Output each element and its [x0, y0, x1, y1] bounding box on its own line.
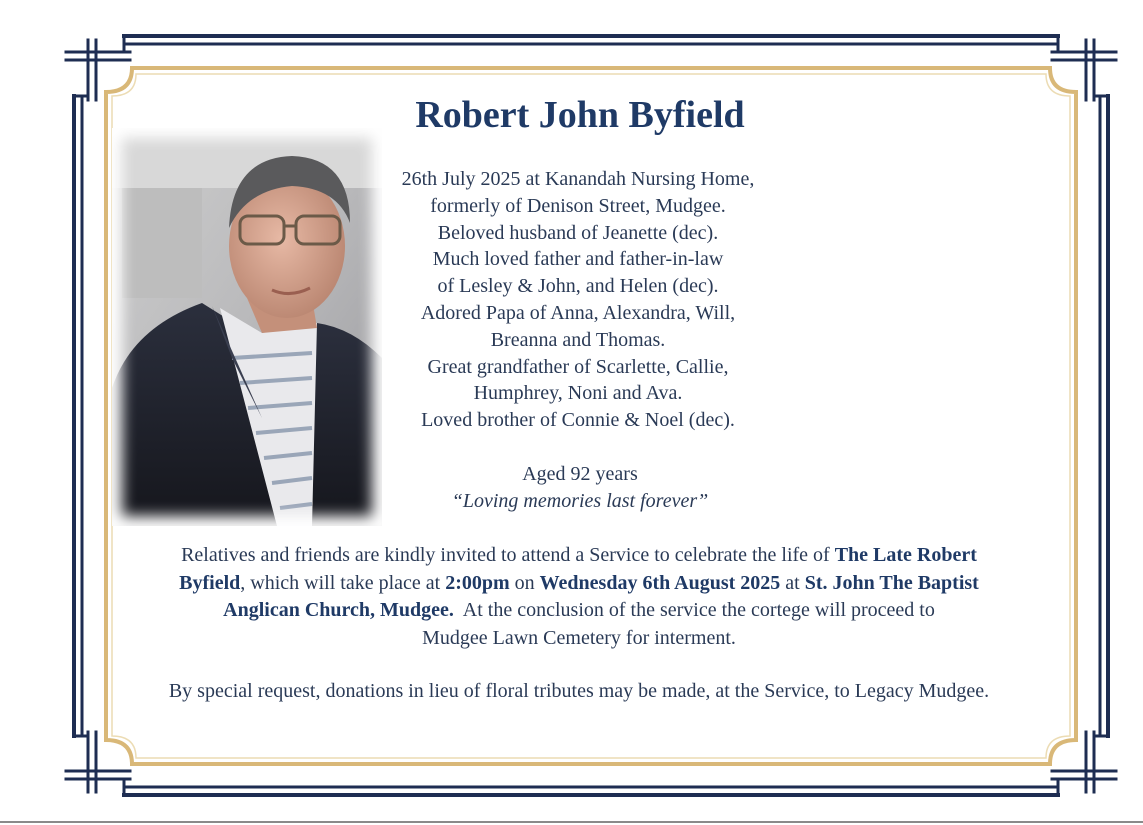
service-line-2 [104, 570, 1054, 598]
service-line-4: Mudgee Lawn Cemetery for interment. [422, 626, 736, 649]
service-name-bold: Byfield [179, 571, 241, 594]
age-text: Aged 92 years [522, 463, 638, 485]
service-text: on [509, 571, 540, 594]
detail-line: of Lesley & John, and Helen (dec). [437, 275, 719, 298]
detail-line: Beloved husband of Jeanette (dec). [437, 221, 719, 244]
memorial-quote: “Loving memories last forever” [451, 490, 709, 512]
service-text: At the conclusion of the service the cortege will proceed to [453, 599, 935, 621]
service-details [104, 542, 1054, 652]
detail-line: Breanna and Thomas. [490, 328, 666, 351]
portrait-photo [112, 128, 382, 526]
detail-line: 26th July 2025 at Kanandah Nursing Home, [401, 168, 755, 190]
detail-line: Much loved father and father-in-law [432, 248, 724, 271]
detail-line: Loved brother of Connie & Noel (dec). [421, 409, 735, 432]
service-name-bold: The Late Robert [834, 544, 977, 566]
service-line-1 [104, 542, 1054, 570]
service-text: , which will take place at [240, 571, 446, 594]
service-time: 2:00pm [445, 571, 510, 594]
service-line-3 [104, 597, 1054, 625]
service-date: Wednesday 6th August 2025 [539, 571, 781, 594]
detail-line: Adored Papa of Anna, Alexandra, Will, [420, 301, 736, 324]
service-venue: Anglican Church, Mudgee. [223, 599, 454, 621]
age-block [380, 461, 780, 515]
detail-line: Humphrey, Noni and Ava. [473, 382, 683, 405]
service-venue: St. John The Baptist [804, 571, 979, 594]
service-text: at [780, 571, 805, 594]
detail-line: Great grandfather of Scarlette, Callie, [427, 355, 729, 378]
detail-line: formerly of Denison Street, Mudgee. [430, 194, 726, 217]
family-details [368, 166, 788, 434]
deceased-name-title: Robert John Byfield [415, 94, 745, 136]
donations-note: By special request, donations in lieu of floral tributes may be made, at the Service, to Legacy Mudgee. [168, 680, 990, 702]
bottom-divider [0, 821, 1143, 823]
service-text: Relatives and friends are kindly invited to attend a Service to celebrate the life of [181, 544, 835, 566]
